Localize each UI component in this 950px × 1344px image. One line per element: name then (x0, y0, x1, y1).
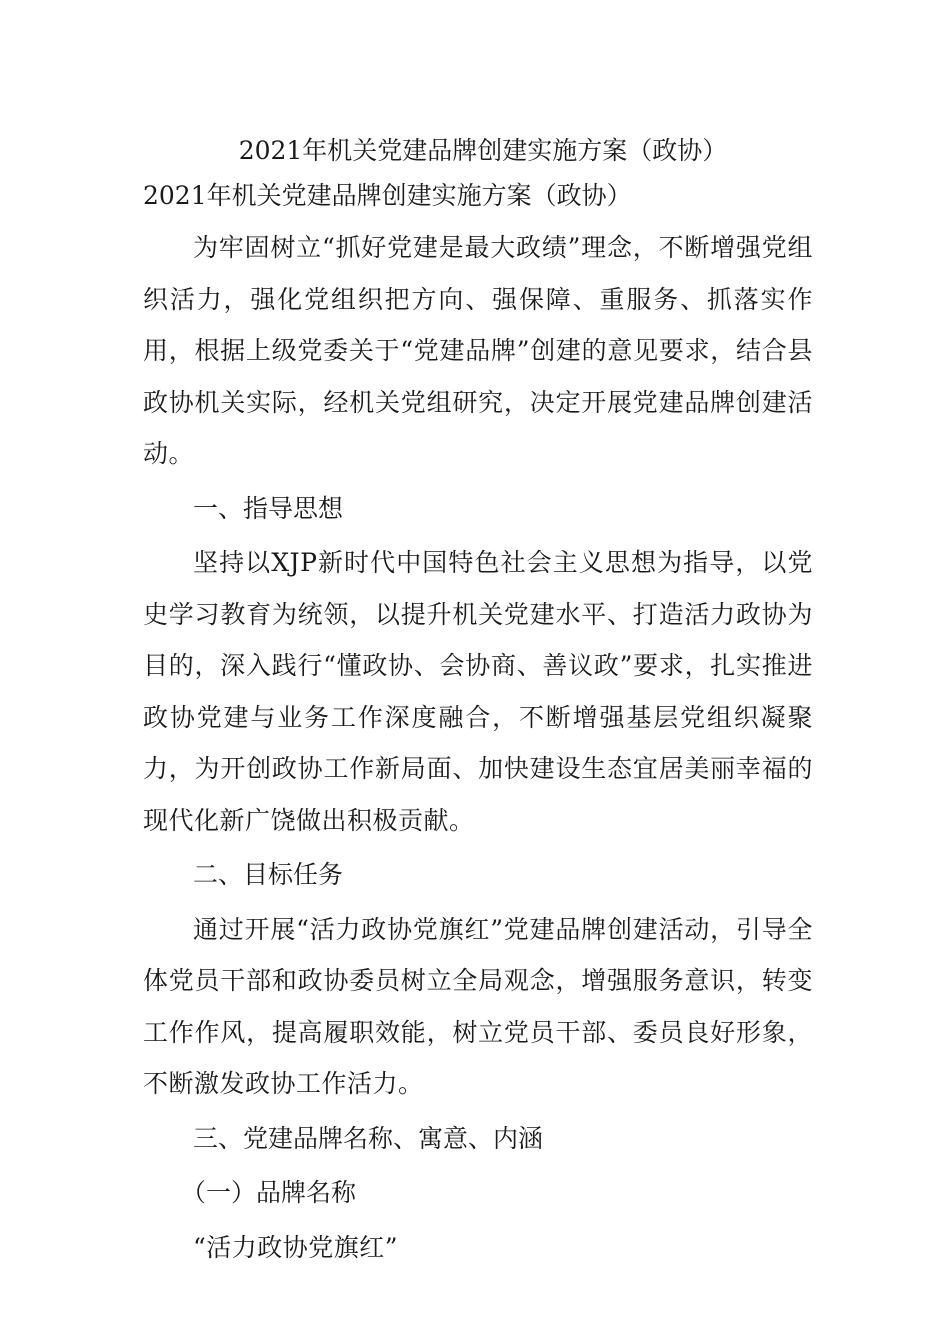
subsection-heading-brand-name: （一）品牌名称 (181, 1178, 357, 1207)
document-title: 2021年机关党建品牌创建实施方案（政协） (238, 136, 728, 165)
section-heading-guiding-thought: 一、指导思想 (193, 493, 344, 523)
section-body-guiding-thought: 坚持以XJP新时代中国特色社会主义思想为指导，以党史学习教育为统领，以提升机关党建水平、打造活力政协为目的，深入践行“懂政协、会协商、善议政”要求，扎实推进政协党建与业务工作深度融合，不断增强基层党组织凝聚力，为开创政协工作新局面、加快建设生态宜居美丽幸福的现代化新广饶做出积极贡献。 (143, 548, 813, 835)
document-subtitle: 2021年机关党建品牌创建实施方案（政协） (143, 181, 632, 210)
section-heading-goals: 二、目标任务 (193, 860, 344, 889)
section-body-goals: 通过开展“活力政协党旗红”党建品牌创建活动，引导全体党员干部和政协委员树立全局观念，增强服务意识，转变工作作风，提高履职效能，树立党员干部、委员良好形象，不断激发政协工作活力。 (143, 914, 813, 1098)
brand-name-text: “活力政协党旗红” (193, 1232, 399, 1262)
section-heading-brand: 三、党建品牌名称、寓意、内涵 (193, 1123, 544, 1153)
document-content (143, 128, 813, 1273)
intro-paragraph: 为牢固树立“抓好党建是最大政绩”理念，不断增强党组织活力，强化党组织把方向、强保障、重服务、抓落实作用，根据上级党委关于“党建品牌”创建的意见要求，结合县政协机关实际，经机关党组研究，决定开展党建品牌创建活动。 (143, 233, 813, 468)
